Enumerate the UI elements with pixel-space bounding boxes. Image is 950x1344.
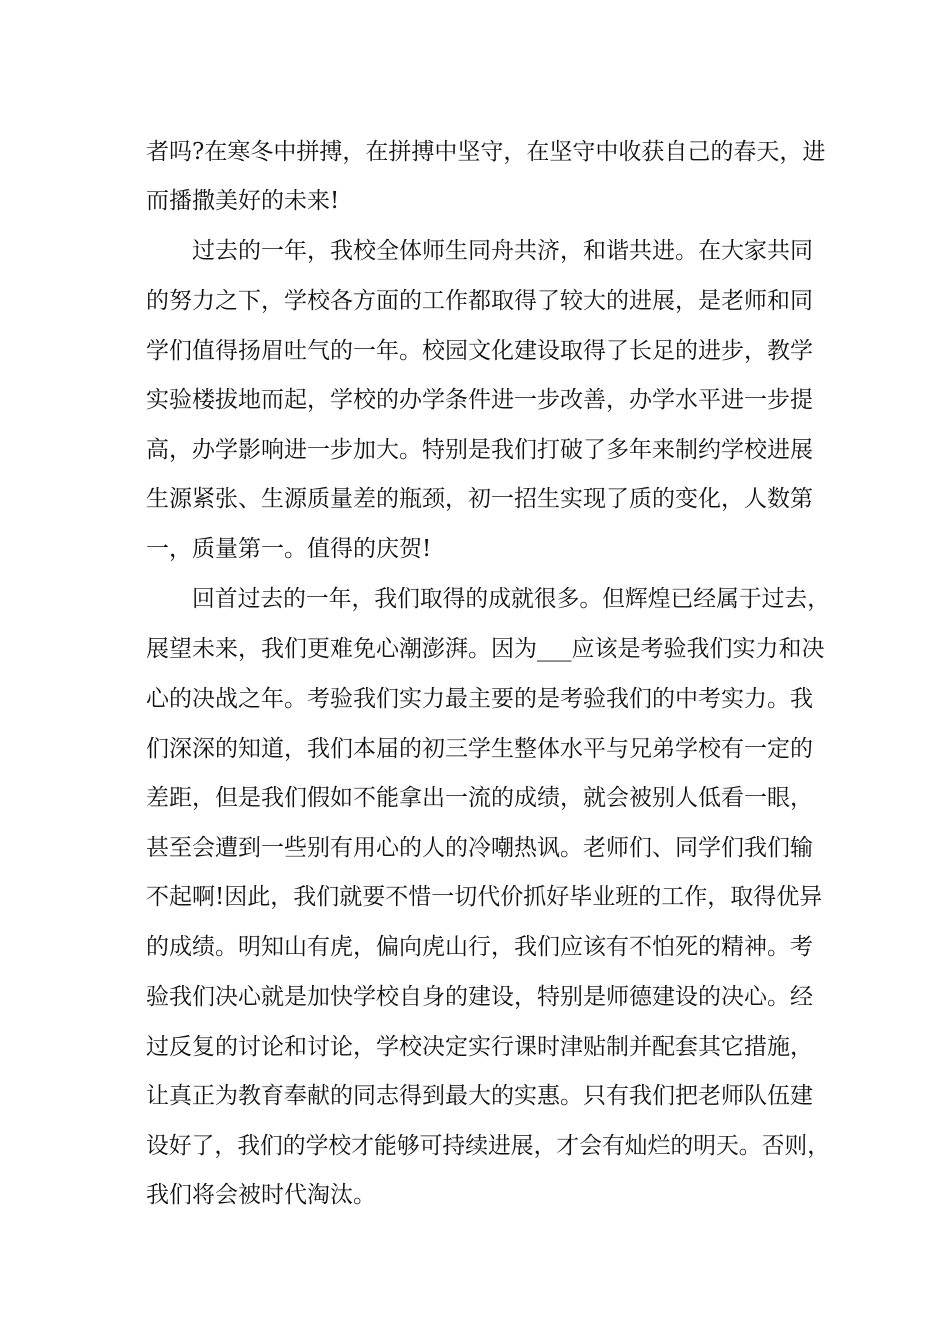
text-line: 而播撒美好的未来! xyxy=(146,188,340,214)
text-line: 学们值得扬眉吐气的一年。校园文化建设取得了长足的进步，教学 xyxy=(146,338,813,364)
text-line: 甚至会遭到一些别有用心的人的冷嘲热讽。老师们、同学们我们输 xyxy=(146,835,813,861)
text-line: 我们将会被时代淘汰。 xyxy=(146,1182,376,1208)
text-line: 过反复的讨论和讨论，学校决定实行课时津贴制并配套其它措施， xyxy=(146,1034,813,1060)
paragraph-first-line: 过去的一年，我校全体师生同舟共济，和谐共进。在大家共同 xyxy=(192,238,813,264)
text-line: 高，办学影响进一步加大。特别是我们打破了多年来制约学校进展 xyxy=(146,437,813,463)
text-line: 差距，但是我们假如不能拿出一流的成绩，就会被别人低看一眼， xyxy=(146,785,813,811)
text-line: 让真正为教育奉献的同志得到最大的实惠。只有我们把老师队伍建 xyxy=(146,1083,813,1109)
text-line: 者吗?在寒冬中拼搏，在拼搏中坚守，在坚守中收获自己的春天，进 xyxy=(146,139,826,165)
text-line: 不起啊!因此，我们就要不惜一切代价抓好毕业班的工作，取得优异 xyxy=(146,884,823,910)
text-line: 一，质量第一。值得的庆贺! xyxy=(146,536,432,562)
text-line: 展望未来，我们更难免心潮澎湃。因为___应该是考验我们实力和决 xyxy=(146,636,825,662)
text-line: 们深深的知道，我们本届的初三学生整体水平与兄弟学校有一定的 xyxy=(146,736,813,762)
text-line: 生源紧张、生源质量差的瓶颈，初一招生实现了质的变化，人数第 xyxy=(146,486,813,512)
text-line: 验我们决心就是加快学校自身的建设，特别是师德建设的决心。经 xyxy=(146,984,813,1010)
paragraph-first-line: 回首过去的一年，我们取得的成就很多。但辉煌已经属于过去， xyxy=(192,586,830,612)
text-line: 设好了，我们的学校才能够可持续进展，才会有灿烂的明天。否则， xyxy=(146,1133,830,1159)
text-line: 的成绩。明知山有虎，偏向虎山行，我们应该有不怕死的精神。考 xyxy=(146,934,813,960)
text-line: 心的决战之年。考验我们实力最主要的是考验我们的中考实力。我 xyxy=(146,686,813,712)
text-line: 实验楼拔地而起，学校的办学条件进一步改善，办学水平进一步提 xyxy=(146,387,813,413)
text-line: 的努力之下，学校各方面的工作都取得了较大的进展，是老师和同 xyxy=(146,288,813,314)
